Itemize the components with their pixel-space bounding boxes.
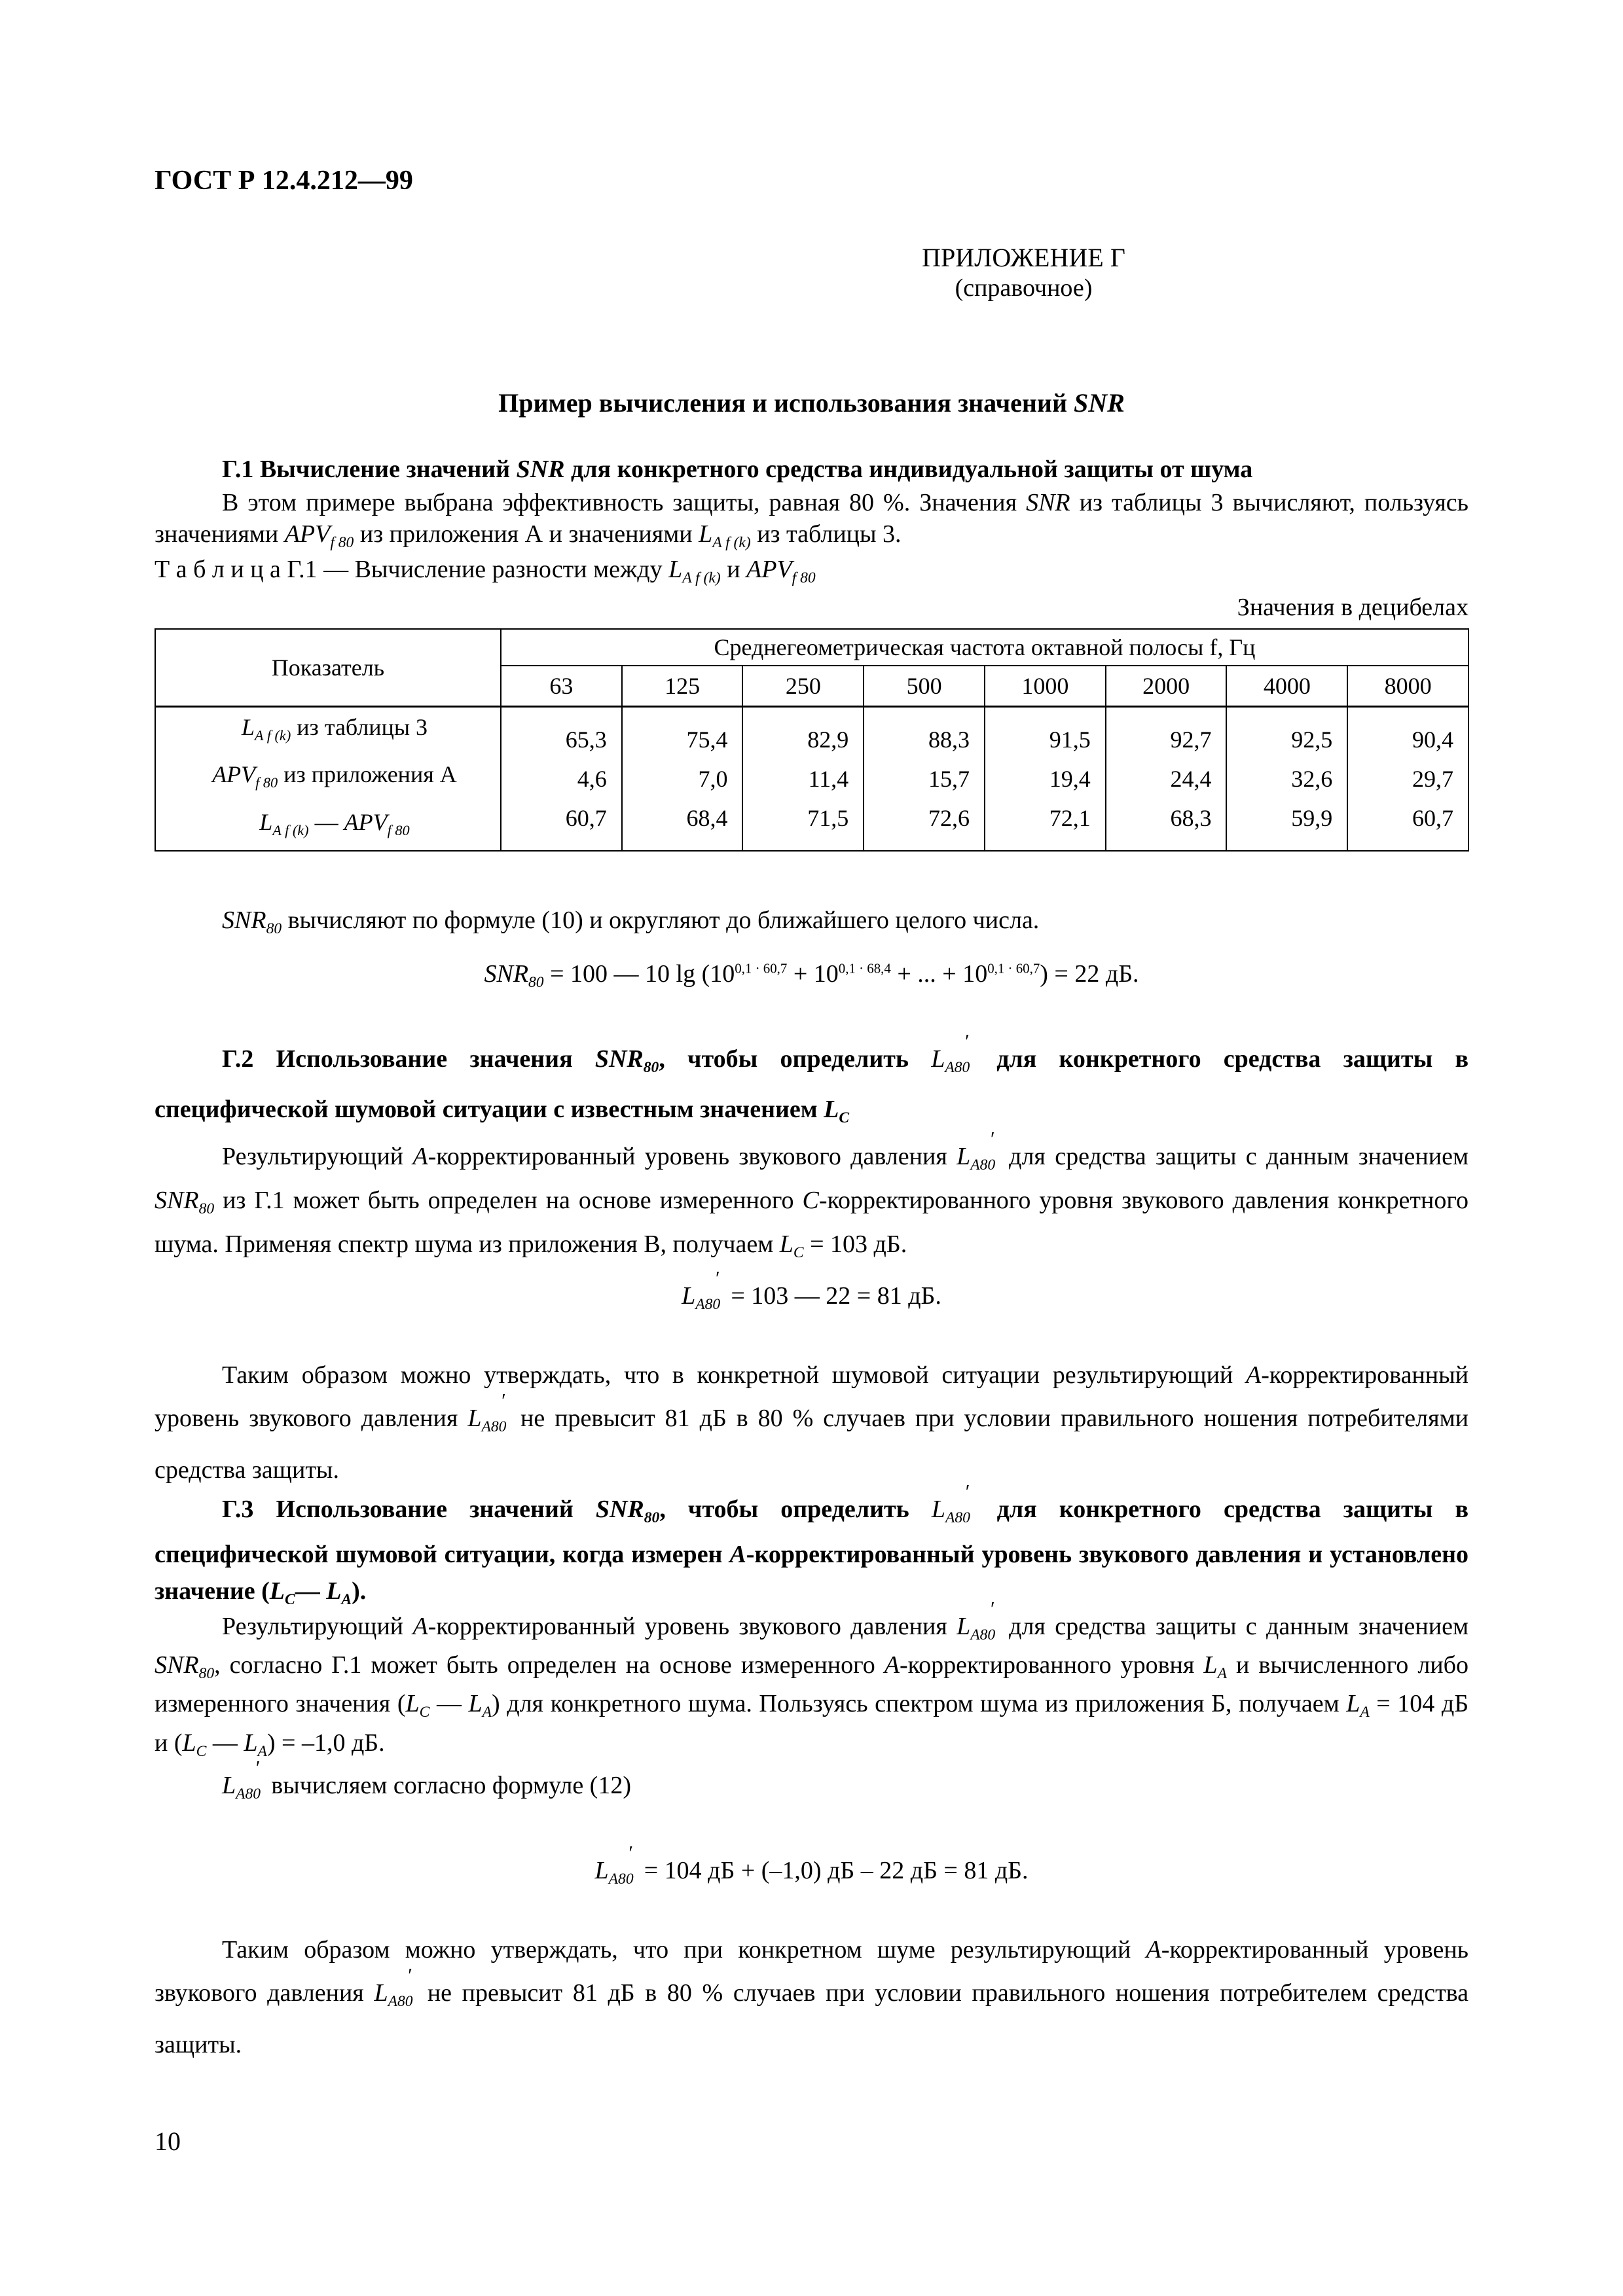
table-col-125: 75,4 7,0 68,4 bbox=[622, 706, 743, 851]
g1-paragraph: В этом примере выбрана эффективность защиты, равная 80 %. Значения SNR из таблицы 3 вычисляют, пользуясь значениями $APV_{f 80}$ из приложения А и значениями $L_{A f (k)}$ из таблицы 3. bbox=[155, 489, 1468, 552]
table-row-labels bbox=[155, 706, 501, 851]
table-col-8000: 90,4 29,7 60,7 bbox=[1347, 706, 1468, 851]
table-units: Значения в децибелах bbox=[1237, 594, 1468, 621]
appendix-subtitle: (справочное) bbox=[955, 274, 1093, 302]
document-code: ГОСТ Р 12.4.212—99 bbox=[155, 166, 413, 196]
freq-header: 4000 bbox=[1226, 666, 1347, 706]
freq-header: 1000 bbox=[985, 666, 1106, 706]
table-col-500: 88,3 15,7 72,6 bbox=[864, 706, 985, 851]
table-col-4000: 92,5 32,6 59,9 bbox=[1226, 706, 1347, 851]
table-col-2000: 92,7 24,4 68,3 bbox=[1106, 706, 1227, 851]
snr-table bbox=[155, 628, 1469, 852]
g1-heading: Г.1 Вычисление значений SNR для конкретного средства индивидуальной защиты от шума bbox=[222, 456, 1253, 483]
g2-paragraph-1: Результирующий A-корректированный уровень звукового давления $L_{A80}'$ для средства защиты с данным значением $SNR_{80}$ из Г.1 может быть определен на основе измеренного C-корректированного уровня звукового давления конкретного шума. Применяя спектр шума из приложения В, получаем $L_C = 103$ дБ. bbox=[155, 1128, 1468, 1262]
g3-heading: Г.3 Использование значений $SNR_{80}$, чтобы определить $L_{A80}'$ для конкретного средства защиты в специфической шумовой ситуации, когда измерен A-корректированный уровень звукового давления и установлено значение ($L_C—$ $L_A$). bbox=[155, 1480, 1468, 1609]
g3-formula: $L_{A80}' = 104$ дБ + (–1,0) дБ – 22 дБ = 81 дБ. bbox=[594, 1842, 1029, 1888]
snr-calc-text: $SNR_{80}$ вычисляют по формуле (10) и округляют до ближайшего целого числа. bbox=[222, 906, 1040, 938]
freq-header: 8000 bbox=[1347, 666, 1468, 706]
freq-header: 125 bbox=[622, 666, 743, 706]
row-label-laf: $L_{A f (k)}$ из таблицы 3 bbox=[241, 713, 428, 744]
table-col-250: 82,9 11,4 71,5 bbox=[742, 706, 864, 851]
freq-header: 250 bbox=[742, 666, 864, 706]
g3-paragraph-3: Таким образом можно утверждать, что при конкретном шуме результирующий A-корректированный уровень звукового давления $L_{A80}'$ не превысит 81 дБ в 80 % случаев при условии правильного ношения потребителем средства защиты. bbox=[155, 1936, 1468, 2059]
section-title: Пример вычисления и использования значений SNR bbox=[498, 388, 1125, 418]
g2-heading: Г.2 Использование значения $SNR_{80}$, чтобы определить $L_{A80}'$ для конкретного средства защиты в специфической шумовой ситуации с известным значением $L_C$ bbox=[155, 1030, 1468, 1127]
table-col-63: 65,3 4,6 60,7 bbox=[501, 706, 622, 851]
table-header-frequency: Среднегеометрическая частота октавной полосы f, Гц bbox=[501, 629, 1468, 666]
g3-paragraph-1: Результирующий A-корректированный уровень звукового давления $L_{A80}'$ для средства защиты с данным значением $SNR_{80}$, согласно Г.1 может быть определен на основе измеренного A-корректированного уровня $L_A$ и вычисленного либо измеренного значения ($L_C$ — $L_A$) для конкретного шума. Пользуясь спектром шума из приложения Б, получаем $L_A = 104$ дБ и ($L_C$ — $L_A) = -1,0$ дБ. bbox=[155, 1598, 1469, 1760]
freq-header: 500 bbox=[864, 666, 985, 706]
table-col-1000: 91,5 19,4 72,1 bbox=[985, 706, 1106, 851]
table-header-indicator: Показатель bbox=[155, 629, 501, 706]
row-label-diff: $L_{A f (k)}$ — $APV_{f 80}$ bbox=[259, 809, 410, 838]
page-number: 10 bbox=[155, 2126, 181, 2156]
g3-paragraph-2: $L_{A80}'$ вычисляем согласно формуле (12) bbox=[222, 1757, 631, 1803]
freq-header: 63 bbox=[501, 666, 622, 706]
g2-formula: $L_{A80}' = 103$ — 22 = 81 дБ. bbox=[682, 1267, 941, 1314]
snr-formula: $SNR_{80} = 100$ — 10 $\lg (10^{0,1 \cdot 60,7} + 10^{0,1 \cdot 68,4}$ + ... + $10^{0,1 \cdot 60,7}) = 22$ дБ. bbox=[484, 960, 1139, 992]
row-label-apv: $APV_{f 80}$ из приложения А bbox=[212, 761, 457, 791]
appendix-title: ПРИЛОЖЕНИЕ Г bbox=[922, 243, 1125, 272]
table-caption: Т а б л и ц а Г.1 — Вычисление разности между $L_{A f (k)}$ и $APV_{f 80}$ bbox=[155, 556, 816, 587]
freq-header: 2000 bbox=[1106, 666, 1227, 706]
g2-paragraph-2: Таким образом можно утверждать, что в конкретной шумовой ситуации результирующий A-корректированный уровень звукового давления $L_{A80}'$ не превысит 81 дБ в 80 % случаев при условии правильного ношения потребителями средства защиты. bbox=[155, 1361, 1468, 1484]
